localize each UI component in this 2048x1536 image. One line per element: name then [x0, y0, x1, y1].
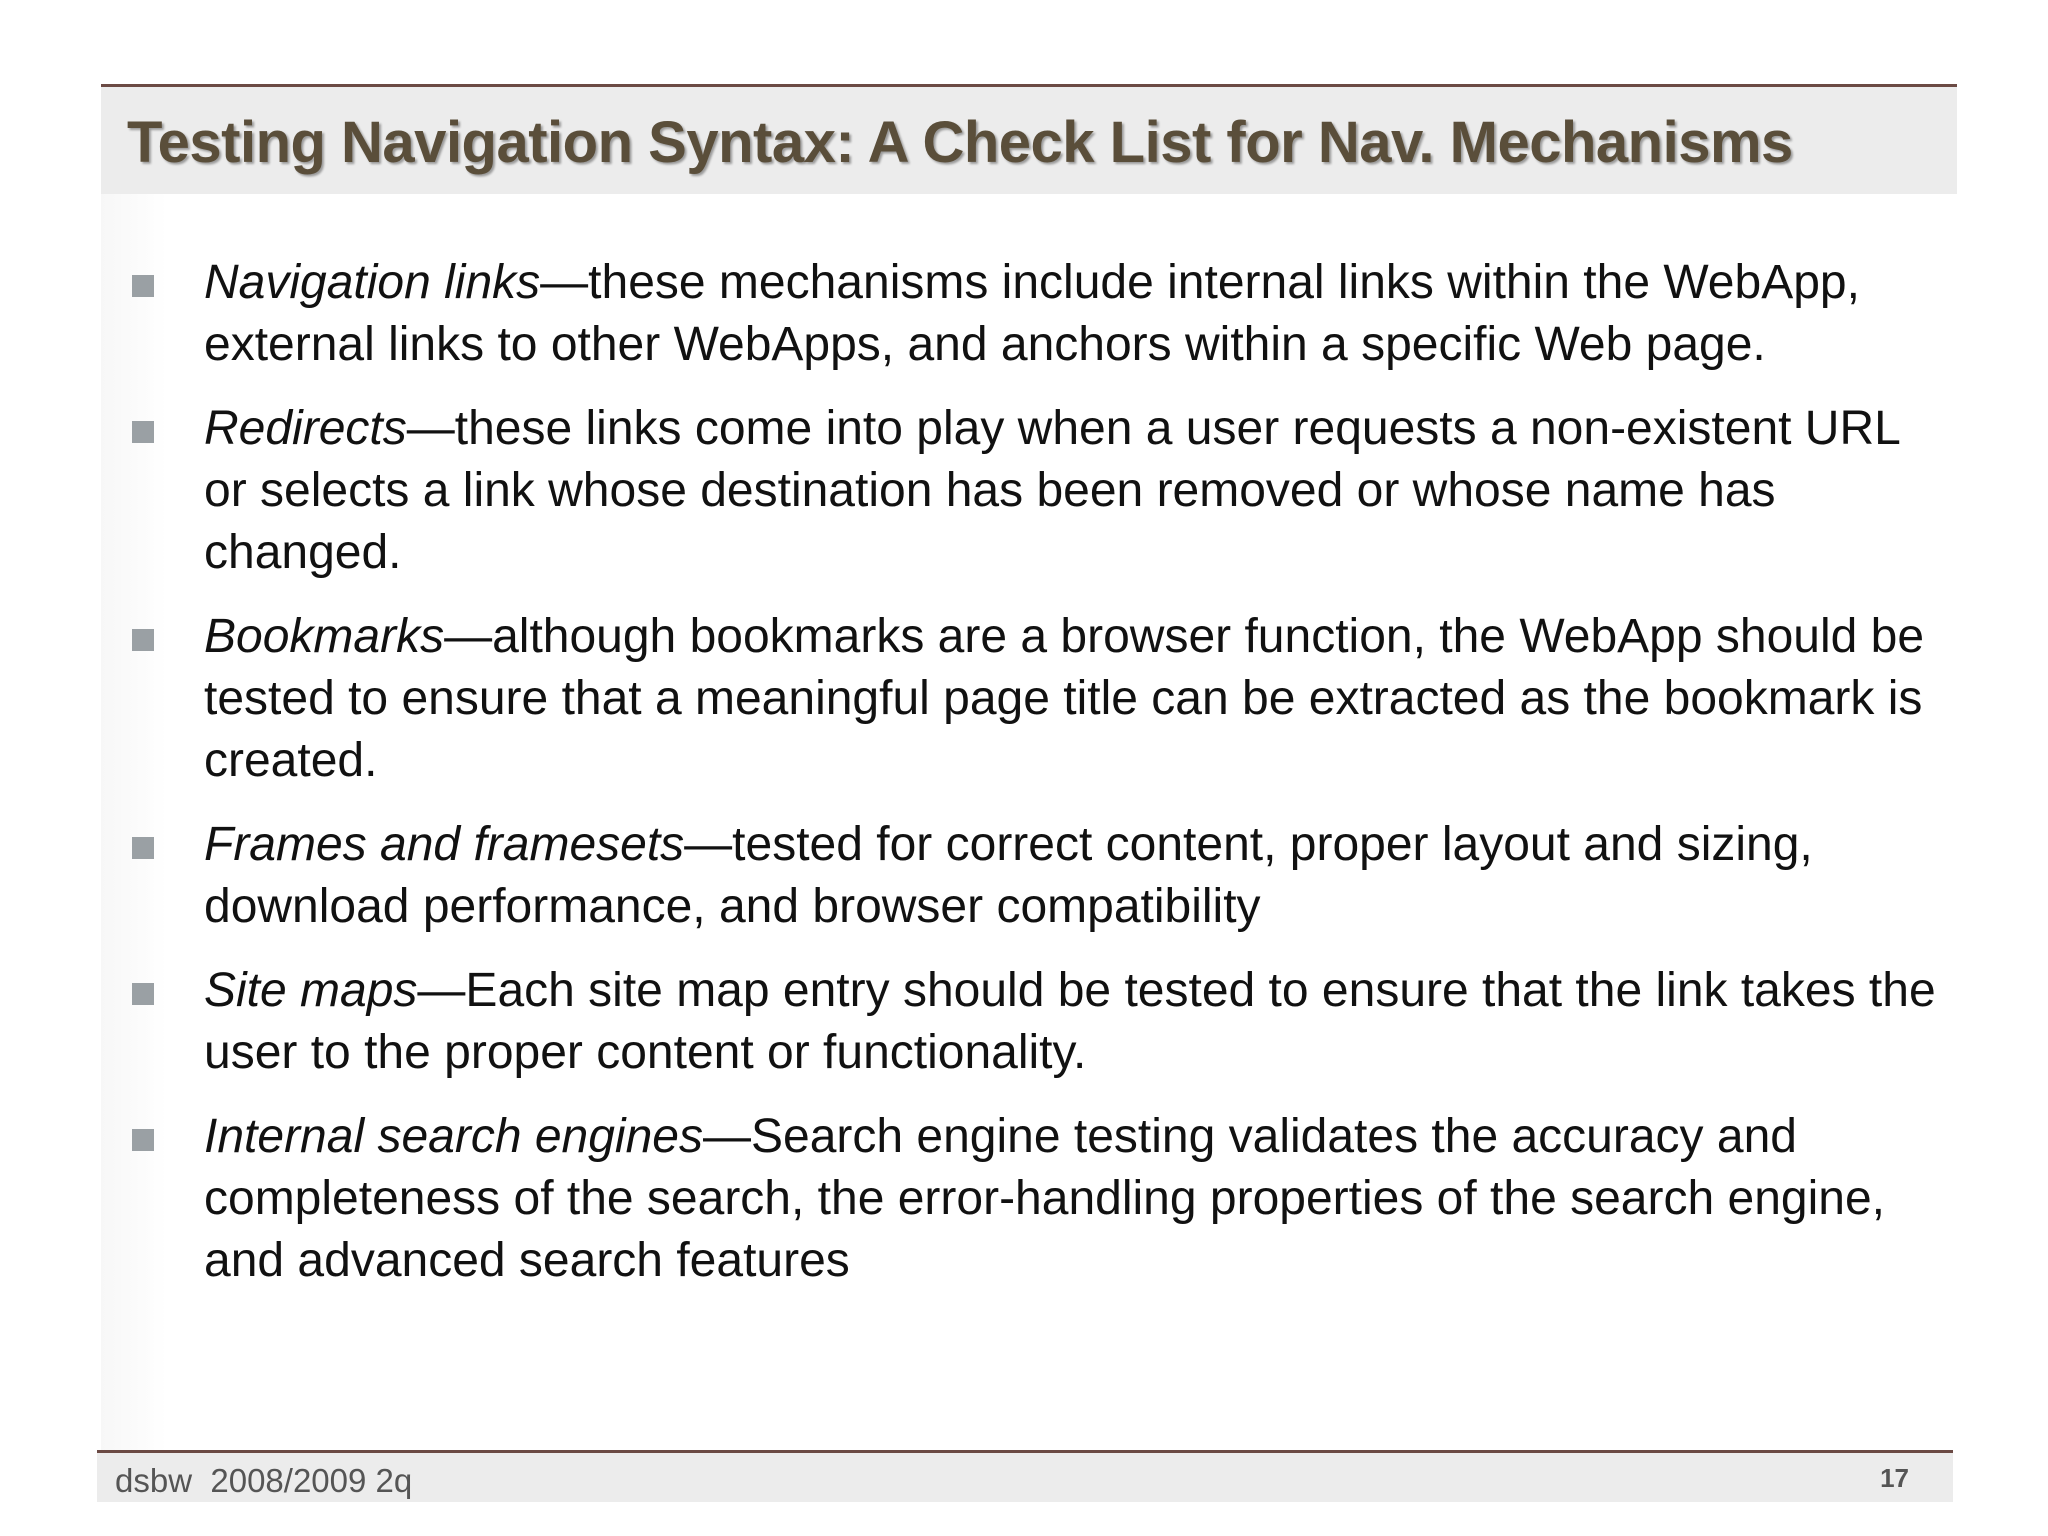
- bullet-text: —although bookmarks are a browser function, the WebApp should be tested to ensure that a meaningful page title can be extracted as the bookmark is created.: [204, 610, 1925, 787]
- bullet-text: —Search engine testing validates the accuracy and completeness of the search, the error-handling properties of the search engine, and advanced search features: [204, 1110, 1885, 1287]
- square-bullet-icon: [132, 1129, 154, 1151]
- square-bullet-icon: [132, 421, 154, 443]
- page-number: 17: [1880, 1463, 1909, 1493]
- bullet-term: Navigation links: [204, 256, 541, 309]
- square-bullet-icon: [132, 275, 154, 297]
- bullet-text: —Each site map entry should be tested to ensure that the link takes the user to the proper content or functionality.: [204, 964, 1936, 1079]
- title-band: [101, 84, 1957, 194]
- footer-course-label: dsbw 2008/2009 2q: [115, 1462, 413, 1499]
- square-bullet-icon: [132, 629, 154, 651]
- bullet-list: [128, 252, 1938, 1314]
- slide-title: Testing Navigation Syntax: A Check List for Nav. Mechanisms: [127, 110, 1793, 175]
- bullet-term: Bookmarks: [204, 610, 445, 663]
- bullet-term: Redirects: [204, 402, 407, 455]
- bullet-text: —these mechanisms include internal links within the WebApp, external links to other WebApps, and anchors within a specific Web page.: [204, 256, 1860, 371]
- bullet-term: Internal search engines: [204, 1110, 703, 1163]
- bullet-text: —these links come into play when a user requests a non-existent URL or selects a link whose destination has been removed or whose name has changed.: [204, 402, 1900, 579]
- bullet-item-internal-search-engines: [128, 1106, 1938, 1292]
- bullet-term: Frames and framesets: [204, 818, 685, 871]
- bullet-item-redirects: [128, 398, 1938, 584]
- footer-band: [97, 1450, 1953, 1502]
- square-bullet-icon: [132, 837, 154, 859]
- bullet-term: Site maps: [204, 964, 418, 1017]
- bullet-item-frames-and-framesets: [128, 814, 1938, 938]
- bullet-item-bookmarks: [128, 606, 1938, 792]
- bullet-item-navigation-links: [128, 252, 1938, 376]
- bullet-item-site-maps: [128, 960, 1938, 1084]
- square-bullet-icon: [132, 983, 154, 1005]
- bullet-text: —tested for correct content, proper layout and sizing, download performance, and browser compatibility: [204, 818, 1813, 933]
